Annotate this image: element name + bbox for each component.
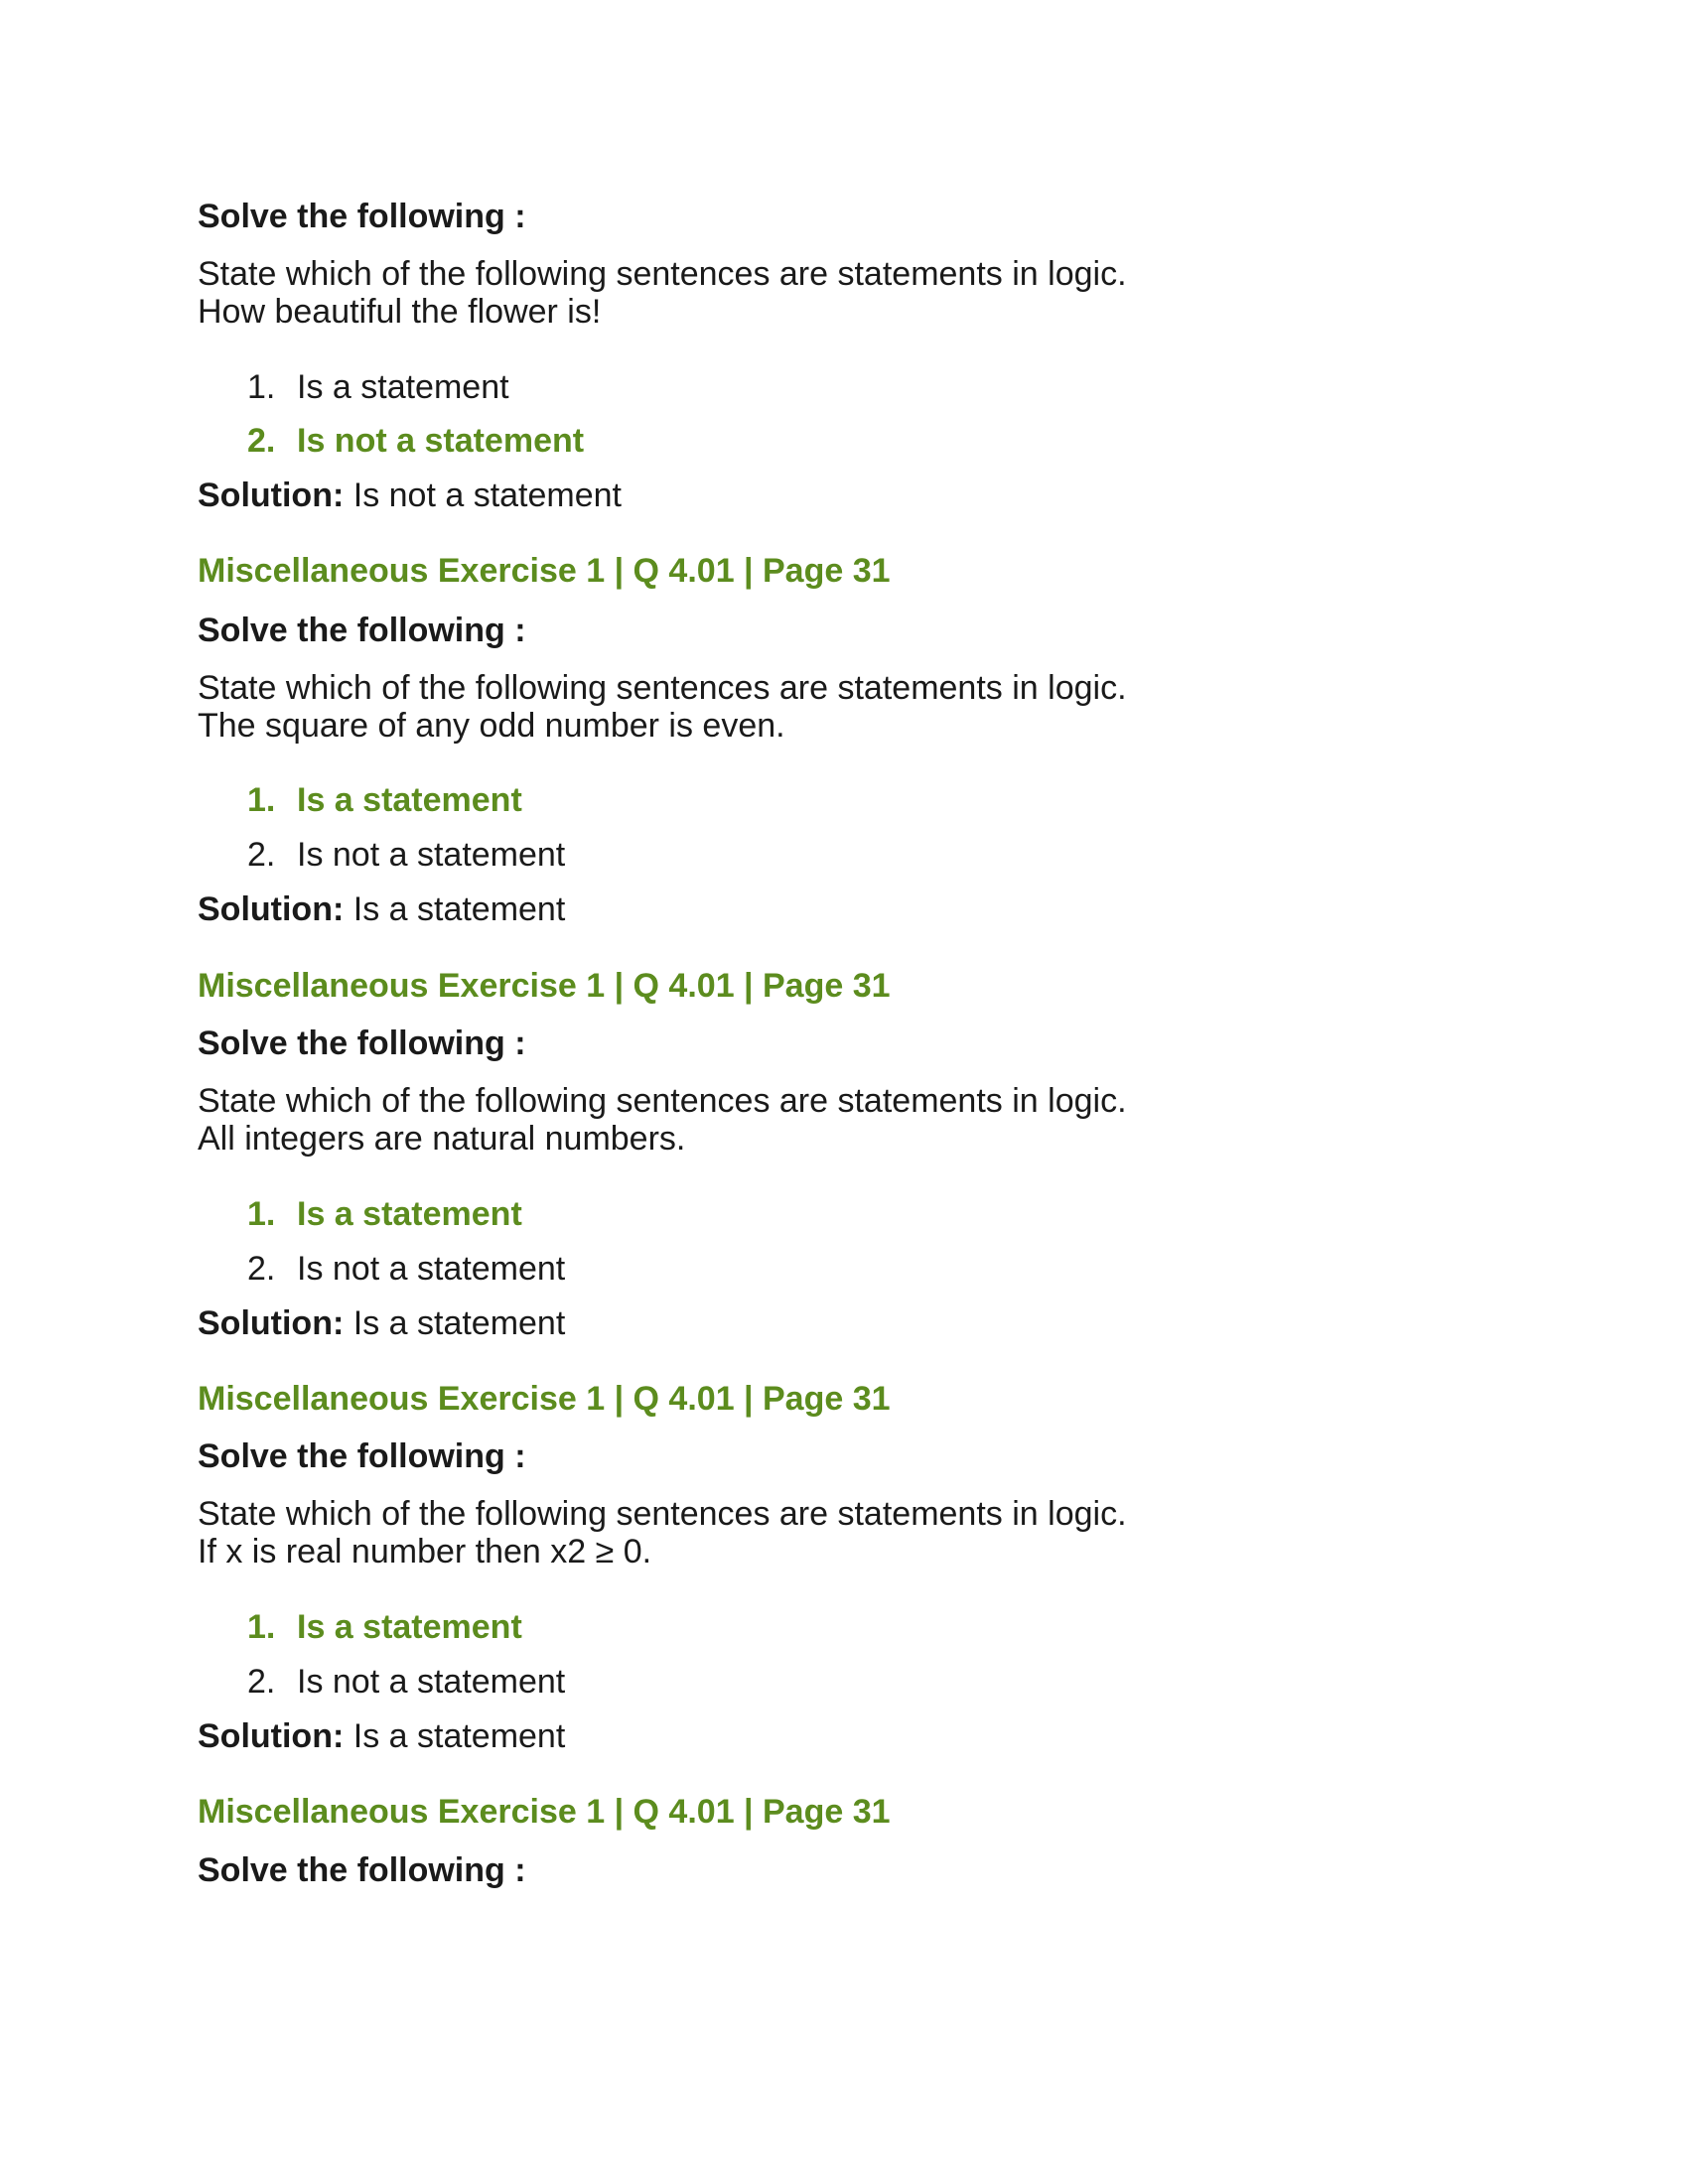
option-number: 1. (247, 781, 276, 819)
option-label: Is not a statement (297, 1250, 566, 1288)
exercise-reference-link[interactable]: Miscellaneous Exercise 1 | Q 4.01 | Page 31 (198, 1793, 891, 1831)
solution-label: Solution: (198, 1717, 345, 1755)
option-number: 2. (247, 1663, 276, 1701)
solve-heading: Solve the following : (198, 198, 526, 235)
option-label: Is not a statement (297, 422, 585, 460)
option-number: 1. (247, 1608, 276, 1646)
solution-line (198, 476, 622, 515)
question-text: State which of the following sentences are statements in logic. (198, 255, 1127, 293)
option-item-correct (247, 780, 522, 820)
exercise-reference-link[interactable]: Miscellaneous Exercise 1 | Q 4.01 | Page 31 (198, 967, 891, 1005)
option-number: 2. (247, 1250, 276, 1288)
solution-text: Is a statement (344, 1304, 566, 1342)
solution-line (198, 1716, 565, 1756)
solution-label: Solution: (198, 890, 345, 928)
option-number: 1. (247, 1195, 276, 1233)
question-sentence: How beautiful the flower is! (198, 293, 602, 331)
option-label: Is a statement (297, 1608, 522, 1646)
solve-heading: Solve the following : (198, 1437, 526, 1475)
solve-heading: Solve the following : (198, 1024, 526, 1062)
option-item (247, 367, 509, 407)
question-text: State which of the following sentences are statements in logic. (198, 1495, 1127, 1533)
option-item (247, 835, 565, 875)
option-item-correct (247, 421, 584, 461)
option-item-correct (247, 1194, 522, 1234)
solution-line (198, 889, 565, 929)
question-text: State which of the following sentences are statements in logic. (198, 1082, 1127, 1120)
question-sentence: If x is real number then x2 ≥ 0. (198, 1533, 652, 1570)
option-label: Is not a statement (297, 836, 566, 874)
option-item (247, 1662, 565, 1702)
solve-heading: Solve the following : (198, 1851, 526, 1889)
question-text: State which of the following sentences are statements in logic. (198, 669, 1127, 707)
option-item-correct (247, 1607, 522, 1647)
question-sentence: The square of any odd number is even. (198, 707, 785, 745)
option-label: Is not a statement (297, 1663, 566, 1701)
option-label: Is a statement (297, 368, 509, 406)
solution-label: Solution: (198, 1304, 345, 1342)
option-label: Is a statement (297, 1195, 522, 1233)
option-number: 2. (247, 422, 276, 460)
option-number: 1. (247, 368, 276, 406)
question-sentence: All integers are natural numbers. (198, 1120, 686, 1158)
exercise-reference-link[interactable]: Miscellaneous Exercise 1 | Q 4.01 | Page 31 (198, 1380, 891, 1418)
solution-line (198, 1303, 565, 1343)
option-item (247, 1249, 565, 1289)
solve-heading: Solve the following : (198, 612, 526, 649)
solution-label: Solution: (198, 477, 345, 514)
option-number: 2. (247, 836, 276, 874)
option-label: Is a statement (297, 781, 522, 819)
solution-text: Is not a statement (344, 477, 622, 514)
solution-text: Is a statement (344, 1717, 566, 1755)
exercise-reference-link[interactable]: Miscellaneous Exercise 1 | Q 4.01 | Page 31 (198, 552, 891, 590)
solution-text: Is a statement (344, 890, 566, 928)
